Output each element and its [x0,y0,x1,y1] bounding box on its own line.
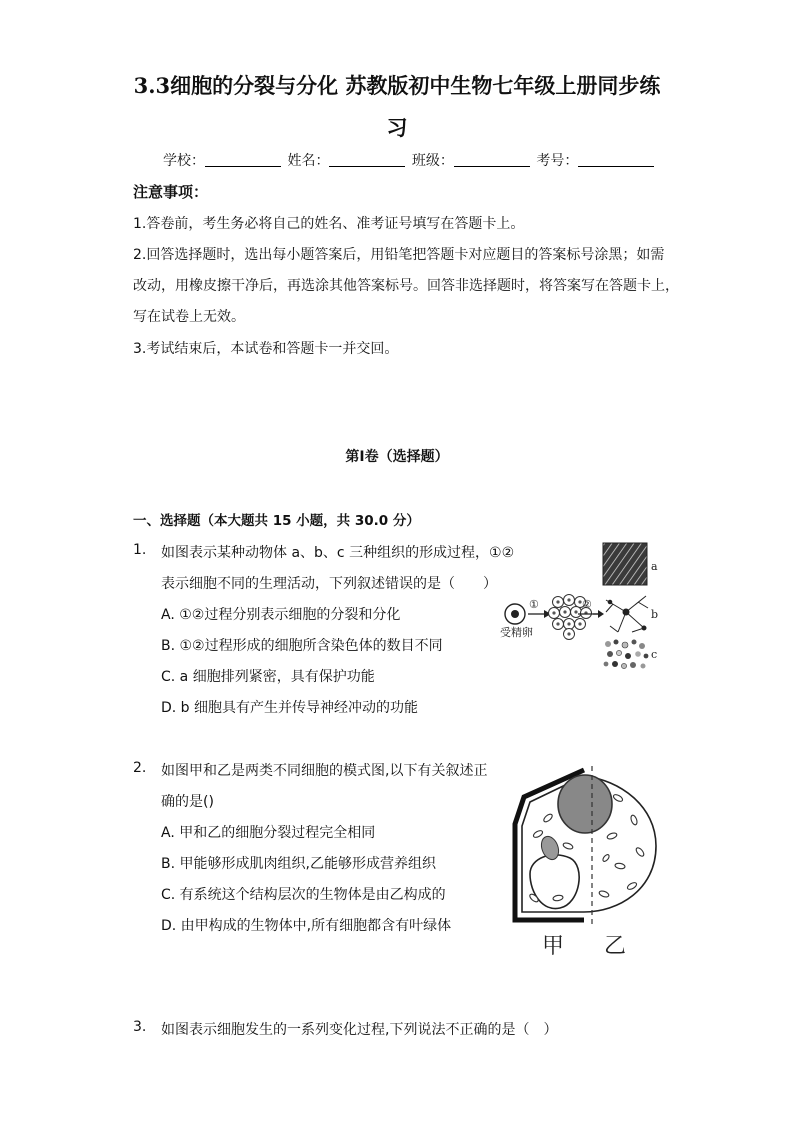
question-text-line-1: 如图表示某种动物体 a、b、c 三种组织的形成过程，①② [161,545,515,561]
label-jia: 甲 [542,934,565,959]
volume-heading: 第I卷（选择题） [345,449,449,465]
question-text-line-2: 表示细胞不同的生理活动，下列叙述错误的是（ ） [161,576,497,592]
nucleus [558,775,612,833]
tissue-formation-figure [498,538,668,678]
notice-item-2-line-3: 写在试卷上无效。 [133,309,245,325]
tissue-b-label: b [651,608,659,621]
option-d[interactable]: D. 由甲构成的生物体中,所有细胞都含有叶绿体 [161,918,452,934]
tissue-a-label: a [651,560,658,573]
name-field[interactable] [329,152,405,167]
tissue-a-image [603,543,647,585]
label-yi: 乙 [604,934,627,959]
notice-item-3: 3.考试结束后，本试卷和答题卡一并交回。 [133,341,399,357]
question-number: 3. [133,1019,147,1035]
step-2-label: ② [582,598,592,611]
option-b[interactable]: B. ①②过程形成的细胞所含染色体的数目不同 [161,638,443,654]
school-field[interactable] [205,152,281,167]
question-text-line-1: 如图表示细胞发生的一系列变化过程,下列说法不正确的是（ ） [161,1022,558,1038]
page-title-line1: 3.3细胞的分裂与分化 苏教版初中生物七年级上册同步练 [133,73,661,98]
question-text-line-1: 如图甲和乙是两类不同细胞的模式图,以下有关叙述正 [161,763,488,779]
student-info [163,150,656,170]
tissue-b-image [606,596,648,632]
class-label: 班级： [411,153,454,169]
option-c[interactable]: C. a 细胞排列紧密，具有保护功能 [161,669,375,685]
section-heading: 一、选择题（本大题共 15 小题，共 30.0 分） [133,513,420,529]
notice-heading: 注意事项： [133,183,209,201]
option-d[interactable]: D. b 细胞具有产生并传导神经冲动的功能 [161,700,419,716]
cell-model-figure [508,762,668,962]
question-number: 2. [133,760,147,776]
class-field[interactable] [454,152,530,167]
fertilized-egg-icon [505,604,525,624]
option-b[interactable]: B. 甲能够形成肌肉组织,乙能够形成营养组织 [161,856,436,872]
option-a[interactable]: A. 甲和乙的细胞分裂过程完全相同 [161,825,376,841]
page-title-line2: 习 [386,115,408,140]
tissue-c-image [604,640,649,669]
notice-item-2-line-2: 改动，用橡皮擦干净后，再选涂其他答案标号。回答非选择题时，将答案写在答题卡上， [133,278,679,294]
notice-item-2-line-1: 2.回答选择题时，选出每小题答案后，用铅笔把答题卡对应题目的答案标号涂黑；如需 [133,247,665,263]
notice-item-1: 1.答卷前，考生务必将自己的姓名、准考证号填写在答题卡上。 [133,216,525,232]
name-label: 姓名： [287,153,330,169]
egg-label: 受精卵 [500,626,533,639]
step-1-label: ① [529,598,539,611]
tissue-c-label: c [651,648,658,661]
option-a[interactable]: A. ①②过程分别表示细胞的分裂和分化 [161,607,401,623]
number-field[interactable] [578,152,654,167]
option-c[interactable]: C. 有系统这个结构层次的生物体是由乙构成的 [161,887,446,903]
question-text-line-2: 确的是() [161,794,214,810]
number-label: 考号： [536,153,579,169]
school-label: 学校： [163,153,205,169]
question-number: 1. [133,542,147,558]
